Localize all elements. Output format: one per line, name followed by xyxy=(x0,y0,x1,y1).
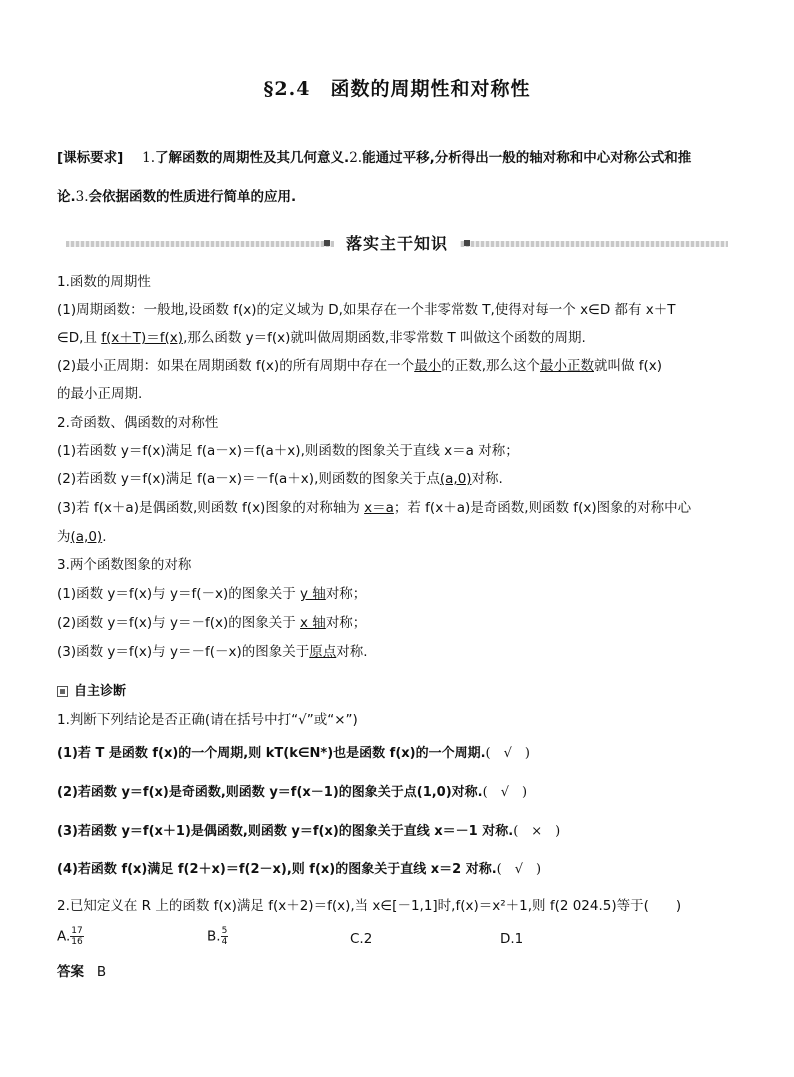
fraction: $\frac{17}{16}$ xyxy=(71,926,83,947)
blank-answer: f(x＋T)＝f(x) xyxy=(101,330,184,346)
option-d: D.1 xyxy=(500,931,524,947)
question-1-stem: 1.判断下列结论是否正确(请在括号中打“√”或“×”) xyxy=(57,712,358,728)
blank-answer: (a,0) xyxy=(439,471,472,487)
course-requirements-cont: 论.3.会依据函数的性质进行简单的应用. xyxy=(57,189,297,205)
symmetry-3-cont: 为(a,0). xyxy=(57,529,107,545)
symmetry-2: (2)若函数 y＝f(x)满足 f(a－x)＝－f(a＋x),则函数的图象关于点(a,0)对称. xyxy=(57,471,503,487)
blank-answer: (a,0) xyxy=(70,529,103,545)
answer-value: B xyxy=(96,964,107,980)
banner-dot-right xyxy=(464,240,470,246)
heading-symmetry: 2.奇函数、偶函数的对称性 xyxy=(57,415,219,431)
answer-label: 答案 xyxy=(57,964,84,980)
answer-line xyxy=(57,962,106,982)
blank-answer: x＝a xyxy=(364,500,394,516)
answer-mark: √ xyxy=(514,862,524,877)
graph-symmetry-3: (3)函数 y＝f(x)与 y＝－f(－x)的图象关于原点对称. xyxy=(57,644,368,660)
course-requirements: [课标要求] 1.了解函数的周期性及其几何意义.2.能通过平移,分析得出一般的轴对称和中心对称公式和推 xyxy=(57,150,692,166)
banner-dot-left xyxy=(324,240,330,246)
periodic-def-line1: (1)周期函数：一般地,设函数 f(x)的定义域为 D,如果存在一个非零常数 T,使得对每一个 x∈D 都有 x＋T xyxy=(57,302,676,318)
diagnosis-icon xyxy=(57,686,68,697)
heading-periodicity: 1.函数的周期性 xyxy=(57,274,151,290)
fraction: $\frac{5}{4}$ xyxy=(221,926,228,947)
graph-symmetry-1: (1)函数 y＝f(x)与 y＝f(－x)的图象关于 y 轴对称； xyxy=(57,586,367,602)
blank-answer: 最小 xyxy=(414,358,442,374)
question-1-item: (1)若 T 是函数 f(x)的一个周期,则 kT(k∈N*)也是函数 f(x)的一个周期.( √ ) xyxy=(57,746,530,761)
blank-answer: x 轴 xyxy=(300,615,326,631)
question-2-stem: 2.已知定义在 R 上的函数 f(x)满足 f(x＋2)＝f(x),当 x∈[－1,1]时,f(x)＝x²＋1,则 f(2 024.5)等于( ) xyxy=(57,898,682,914)
question-1-item: (2)若函数 y＝f(x)是奇函数,则函数 y＝f(x－1)的图象关于点(1,0)对称.( √ ) xyxy=(57,785,528,800)
option-c: C.2 xyxy=(350,931,373,947)
symmetry-3: (3)若 f(x＋a)是偶函数,则函数 f(x)图象的对称轴为 x＝a；若 f(x＋a)是奇函数,则函数 f(x)图象的对称中心 xyxy=(57,500,692,516)
symmetry-1: (1)若函数 y＝f(x)满足 f(a－x)＝f(a＋x),则函数的图象关于直线 x＝a 对称； xyxy=(57,443,519,459)
answer-mark: × xyxy=(531,824,543,839)
requirements-label: [课标要求] xyxy=(57,150,124,166)
page-title: §2.4 函数的周期性和对称性 xyxy=(263,78,531,100)
option-a: A. $\frac{17}{16}$ xyxy=(57,926,83,947)
answer-mark: √ xyxy=(503,746,512,761)
self-diagnosis-heading: 自主诊断 xyxy=(57,680,126,699)
heading-two-graphs: 3.两个函数图象的对称 xyxy=(57,557,192,573)
periodic-def-line2: ∈D,且 f(x＋T)＝f(x),那么函数 y＝f(x)就叫做周期函数,非零常数 T 叫做这个函数的周期. xyxy=(57,330,586,346)
question-1-item: (4)若函数 f(x)满足 f(2＋x)＝f(2－x),则 f(x)的图象关于直线 x＝2 对称.( √ ) xyxy=(57,862,542,877)
graph-symmetry-2: (2)函数 y＝f(x)与 y＝－f(x)的图象关于 x 轴对称； xyxy=(57,615,367,631)
option-b: B. $\frac{5}{4}$ xyxy=(207,926,228,947)
question-1-item: (3)若函数 y＝f(x＋1)是偶函数,则函数 y＝f(x)的图象关于直线 x＝－1 对称.( × ) xyxy=(57,824,561,839)
answer-mark: √ xyxy=(500,785,509,800)
blank-answer: 原点 xyxy=(309,644,337,660)
section-banner xyxy=(66,232,728,254)
banner-title: 落实主干知识 xyxy=(334,231,460,254)
min-period-line1: (2)最小正周期：如果在周期函数 f(x)的所有周期中存在一个最小的正数,那么这个最小正数就叫做 f(x) xyxy=(57,358,663,374)
blank-answer: y 轴 xyxy=(300,586,326,602)
min-period-line2: 的最小正周期. xyxy=(57,386,143,402)
blank-answer: 最小正数 xyxy=(540,358,594,374)
